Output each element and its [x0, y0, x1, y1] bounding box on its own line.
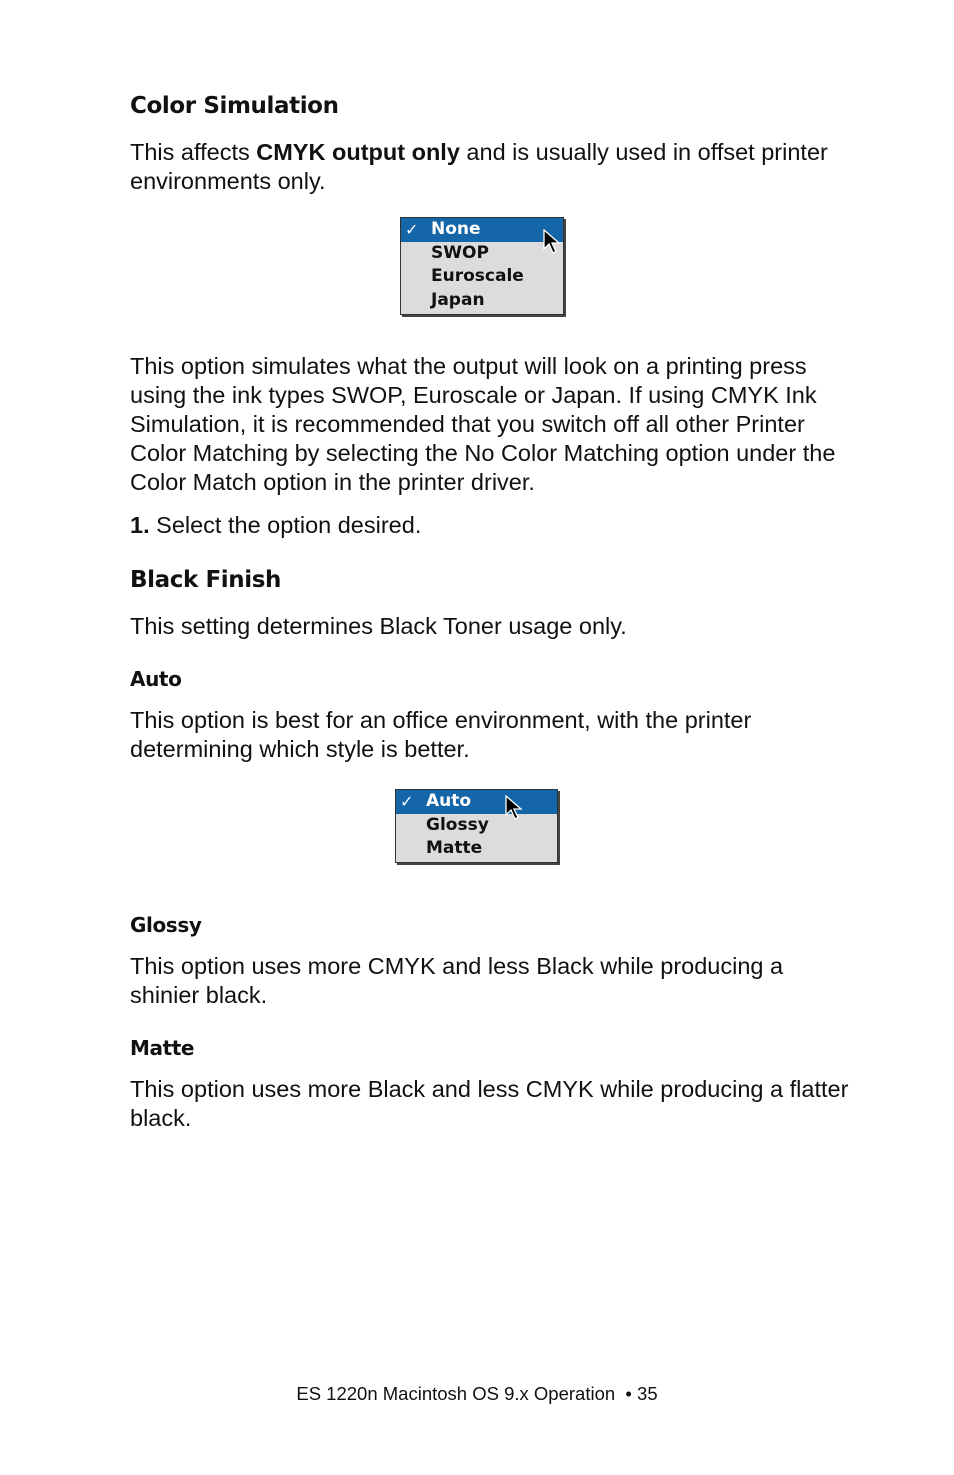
text-line: shinier black.: [130, 982, 268, 1008]
color-simulation-popup-menu[interactable]: [400, 217, 564, 315]
black-finish-popup-menu[interactable]: [395, 789, 558, 863]
step-number: 1.: [130, 512, 150, 538]
color-simulation-description: [130, 352, 870, 497]
section-heading-black-finish: Black Finish: [130, 567, 281, 593]
menu-item-swop[interactable]: [401, 242, 563, 266]
menu-item-auto[interactable]: [396, 790, 557, 814]
menu-item-label: Euroscale: [431, 266, 524, 286]
matte-description: [130, 1075, 870, 1133]
text-line: This option simulates what the output will look on a printing press: [130, 353, 807, 379]
page-footer: ES 1220n Macintosh OS 9.x Operation • 35: [296, 1383, 658, 1404]
checkmark-icon: ✓: [400, 792, 414, 811]
text-line: Color Matching by selecting the No Color Matching option under the: [130, 440, 836, 466]
menu-item-label: Japan: [431, 289, 485, 310]
text-line: black.: [130, 1105, 192, 1131]
menu-item-matte[interactable]: [396, 837, 557, 861]
text-line: determining which style is better.: [130, 736, 470, 762]
section-heading-color-simulation: Color Simulation: [130, 93, 339, 119]
menu-item-none[interactable]: [401, 218, 563, 242]
text-line: Color Match option in the printer driver.: [130, 469, 535, 495]
step-item: [130, 511, 421, 540]
menu-item-euroscale[interactable]: [401, 265, 563, 289]
menu-item-label: SWOP: [431, 242, 489, 263]
subheading-auto: Auto: [130, 667, 182, 691]
text-line: This option uses more CMYK and less Black while producing a: [130, 953, 784, 979]
intro-text-pre: This affects: [130, 139, 257, 165]
intro-text-post: and is usually used in offset printer: [459, 139, 828, 165]
color-simulation-intro: [130, 138, 870, 196]
menu-item-label: None: [431, 219, 481, 239]
subheading-matte: Matte: [130, 1036, 195, 1060]
intro-text-bold: CMYK output only: [256, 139, 460, 165]
menu-item-glossy[interactable]: [396, 814, 557, 838]
auto-description: [130, 706, 870, 764]
menu-item-label: Auto: [426, 791, 472, 811]
menu-item-japan[interactable]: [401, 289, 563, 313]
black-finish-intro: This setting determines Black Toner usage only.: [130, 613, 627, 639]
checkmark-icon: ✓: [405, 220, 419, 239]
menu-item-label: Glossy: [426, 814, 489, 835]
menu-item-label: Matte: [426, 838, 483, 858]
step-text: Select the option desired.: [156, 512, 422, 538]
subheading-glossy: Glossy: [130, 913, 202, 937]
text-line: This option is best for an office environment, with the printer: [130, 707, 752, 733]
text-line: Simulation, it is recommended that you switch off all other Printer: [130, 411, 805, 437]
intro-text-line2: environments only.: [130, 168, 326, 194]
glossy-description: [130, 952, 870, 1010]
text-line: using the ink types SWOP, Euroscale or Japan. If using CMYK Ink: [130, 382, 817, 408]
text-line: This option uses more Black and less CMYK while producing a flatter: [130, 1076, 849, 1102]
